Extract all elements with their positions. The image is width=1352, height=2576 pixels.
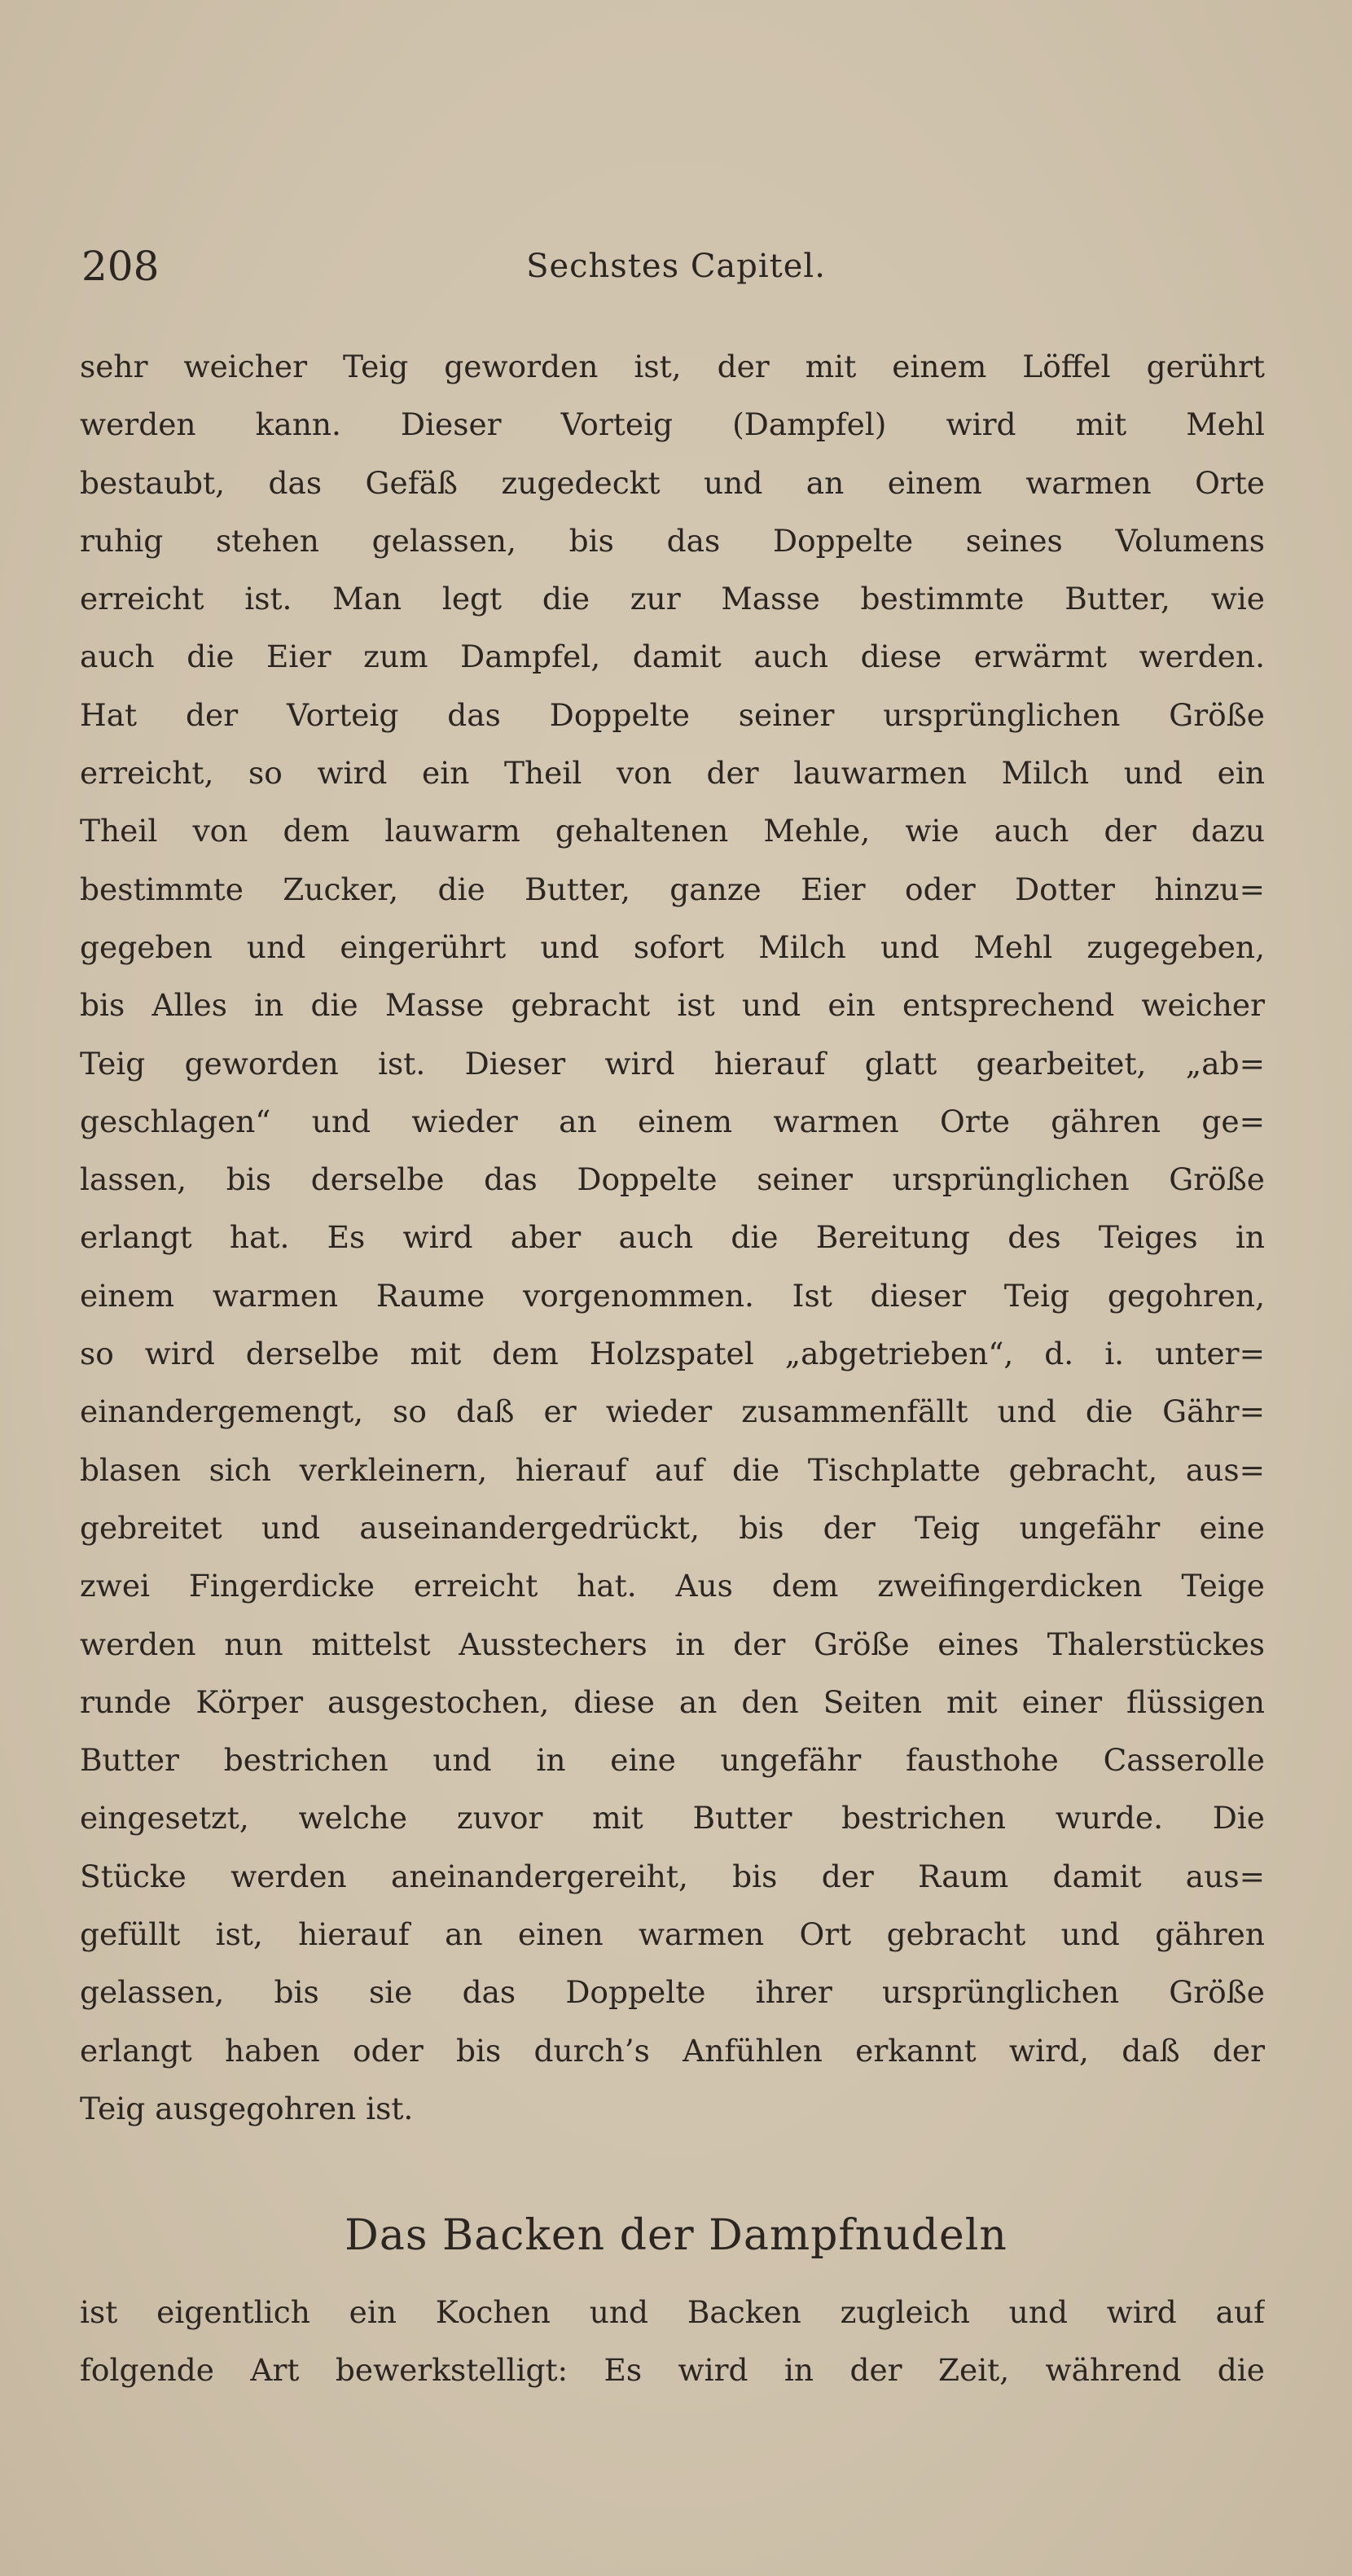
running-head [73, 238, 1279, 295]
text-line: runde Körper ausgestochen, diese an den Seiten mit einer flüssigen [80, 1683, 1265, 1720]
text-line: gebreitet und auseinandergedrückt, bis der Teig ungefähr eine [80, 1509, 1265, 1546]
text-line: Stücke werden aneinandergereiht, bis der Raum damit aus= [80, 1858, 1265, 1894]
section-heading: Das Backen der Dampfnudeln [345, 2211, 1007, 2260]
text-line: einandergemengt, so daß er wieder zusammenfällt und die Gähr= [80, 1393, 1265, 1430]
text-line: eingesetzt, welche zuvor mit Butter bestrichen wurde. Die [80, 1800, 1265, 1837]
text-line: gelassen, bis sie das Doppelte ihrer ursprünglichen Größe [80, 1974, 1265, 2011]
text-line: bestimmte Zucker, die Butter, ganze Eier oder Dotter hinzu= [80, 871, 1265, 907]
text-line: erreicht, so wird ein Theil von der lauwarmen Milch und ein [80, 755, 1265, 792]
text-line: erreicht ist. Man legt die zur Masse bestimmte Butter, wie [80, 581, 1265, 617]
text-line: erlangt haben oder bis durch’s Anfühlen erkannt wird, daß der [80, 2032, 1265, 2069]
text-line: auch die Eier zum Dampfel, damit auch diese erwärmt werden. [80, 639, 1265, 675]
text-line-last: Teig ausgegohren ist. [80, 2090, 414, 2126]
text-line: Teig geworden ist. Dieser wird hierauf glatt gearbeitet, „ab= [80, 1045, 1265, 1082]
text-line: erlangt hat. Es wird aber auch die Bereitung des Teiges in [80, 1219, 1265, 1256]
text-line: werden nun mittelst Ausstechers in der Größe eines Thalerstückes [80, 1626, 1265, 1662]
text-line: geschlagen“ und wieder an einem warmen Orte gähren ge= [80, 1103, 1265, 1139]
chapter-title: Sechstes Capitel. [526, 248, 826, 285]
text-line: bestaubt, das Gefäß zugedeckt und an einem warmen Orte [80, 464, 1265, 501]
text-line: so wird derselbe mit dem Holzspatel „abgetrieben“, d. i. unter= [80, 1336, 1265, 1372]
text-line: ruhig stehen gelassen, bis das Doppelte seines Volumens [80, 522, 1265, 559]
paragraph-section [80, 2284, 1265, 2400]
text-line: lassen, bis derselbe das Doppelte seiner ursprünglichen Größe [80, 1161, 1265, 1198]
page-number: 208 [81, 243, 160, 290]
text-line: zwei Fingerdicke erreicht hat. Aus dem zweifingerdicken Teige [80, 1568, 1265, 1604]
text-line: Theil von dem lauwarm gehaltenen Mehle, wie auch der dazu [80, 813, 1265, 849]
paragraph-main [80, 338, 1265, 2138]
text-line: gegeben und eingerührt und sofort Milch und Mehl zugegeben, [80, 928, 1265, 965]
text-line: sehr weicher Teig geworden ist, der mit einem Löffel gerührt [80, 349, 1265, 384]
text-line: werden kann. Dieser Vorteig (Dampfel) wird mit Mehl [80, 406, 1265, 443]
text-line: einem warmen Raume vorgenommen. Ist dieser Teig gegohren, [80, 1277, 1265, 1314]
text-line: folgende Art bewerkstelligt: Es wird in der Zeit, während die [80, 2352, 1265, 2389]
text-line: Hat der Vorteig das Doppelte seiner ursprünglichen Größe [80, 696, 1265, 733]
text-line: gefüllt ist, hierauf an einen warmen Ort gebracht und gähren [80, 1916, 1265, 1953]
text-line: bis Alles in die Masse gebracht ist und ein entsprechend weicher [80, 987, 1265, 1024]
text-line: Butter bestrichen und in eine ungefähr fausthohe Casserolle [80, 1742, 1265, 1779]
text-line: blasen sich verkleinern, hierauf auf die Tischplatte gebracht, aus= [80, 1451, 1265, 1488]
text-line: ist eigentlich ein Kochen und Backen zugleich und wird auf [80, 2294, 1265, 2330]
